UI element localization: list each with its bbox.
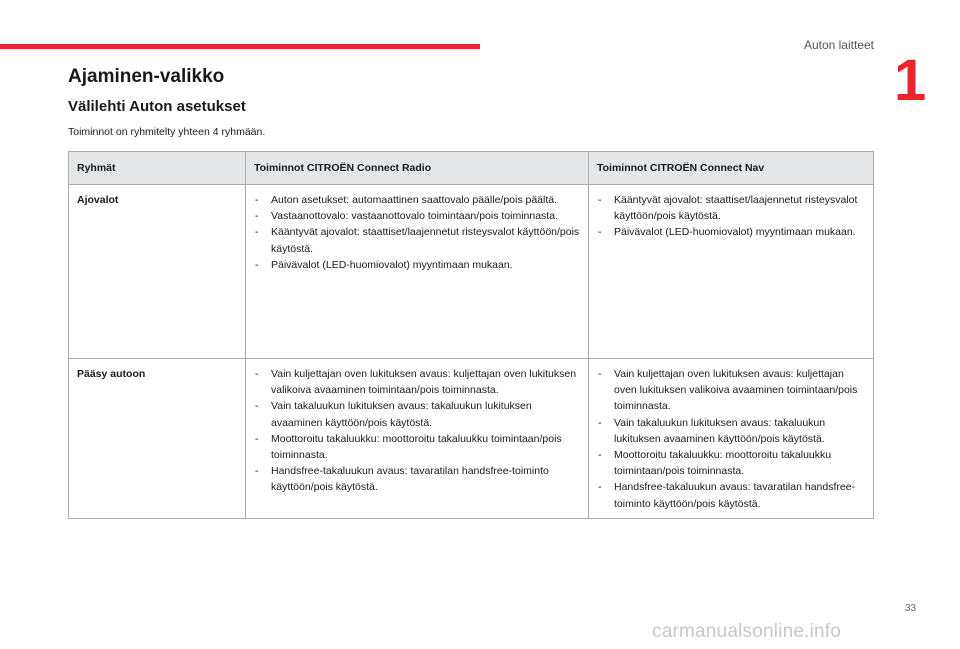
function-list [597, 192, 865, 241]
list-item: - Auton asetukset: automaattinen saattovalo päälle/pois päältä. [254, 192, 580, 208]
list-item: - Päivävalot (LED-huomiovalot) myyntimaan mukaan. [597, 224, 865, 240]
table-row [69, 185, 874, 359]
list-item: - Moottoroitu takaluukku: moottoroitu takaluukku toimintaan/pois toiminnasta. [597, 447, 865, 479]
table-header-row [69, 152, 874, 185]
function-list [254, 366, 580, 496]
list-item: - Handsfree-takaluukun avaus: tavaratilan handsfree-toiminto käyttöön/pois käytöstä. [597, 479, 865, 511]
group-cell: Pääsy autoon [69, 359, 246, 519]
header-accent-bar [0, 44, 480, 49]
list-item: - Moottoroitu takaluukku: moottoroitu takaluukku toimintaan/pois toiminnasta. [254, 431, 580, 463]
group-cell: Ajovalot [69, 185, 246, 359]
list-item: - Vain takaluukun lukituksen avaus: takaluukun lukituksen avaaminen käyttöön/pois käytöstä. [597, 415, 865, 447]
chapter-number: 1 [894, 48, 927, 113]
page-subtitle: Välilehti Auton asetukset [68, 98, 246, 115]
header-radio: Toiminnot CITROËN Connect Radio [246, 152, 589, 185]
settings-table [68, 151, 874, 519]
list-item: - Päivävalot (LED-huomiovalot) myyntimaan mukaan. [254, 257, 580, 273]
list-item: - Kääntyvät ajovalot: staattiset/laajennetut risteysvalot käyttöön/pois käytöstä. [597, 192, 865, 224]
page-number: 33 [905, 603, 917, 614]
function-list [597, 366, 865, 512]
function-list [254, 192, 580, 273]
radio-functions-cell [246, 185, 589, 359]
section-label: Auton laitteet [803, 38, 874, 52]
table-row [69, 359, 874, 519]
intro-text: Toiminnot on ryhmitelty yhteen 4 ryhmään. [68, 126, 266, 138]
list-item: - Vain kuljettajan oven lukituksen avaus: kuljettajan oven lukituksen valikoiva avaaminen toimintaan/pois toiminnasta. [597, 366, 865, 415]
list-item: - Vastaanottovalo: vastaanottovalo toimintaan/pois toiminnasta. [254, 208, 580, 224]
header-groups: Ryhmät [69, 152, 246, 185]
nav-functions-cell [589, 185, 874, 359]
nav-functions-cell [589, 359, 874, 519]
list-item: - Handsfree-takaluukun avaus: tavaratilan handsfree-toiminto käyttöön/pois käytöstä. [254, 463, 580, 495]
list-item: - Vain takaluukun lukituksen avaus: takaluukun lukituksen avaaminen käyttöön/pois käytöstä. [254, 398, 580, 430]
list-item: - Vain kuljettajan oven lukituksen avaus: kuljettajan oven lukituksen valikoiva avaaminen toimintaan/pois toiminnasta. [254, 366, 580, 398]
header-nav: Toiminnot CITROËN Connect Nav [589, 152, 874, 185]
radio-functions-cell [246, 359, 589, 519]
list-item: - Kääntyvät ajovalot: staattiset/laajennetut risteysvalot käyttöön/pois käytöstä. [254, 224, 580, 256]
page-title: Ajaminen-valikko [68, 66, 225, 87]
watermark: carmanualsonline.info [652, 621, 842, 642]
